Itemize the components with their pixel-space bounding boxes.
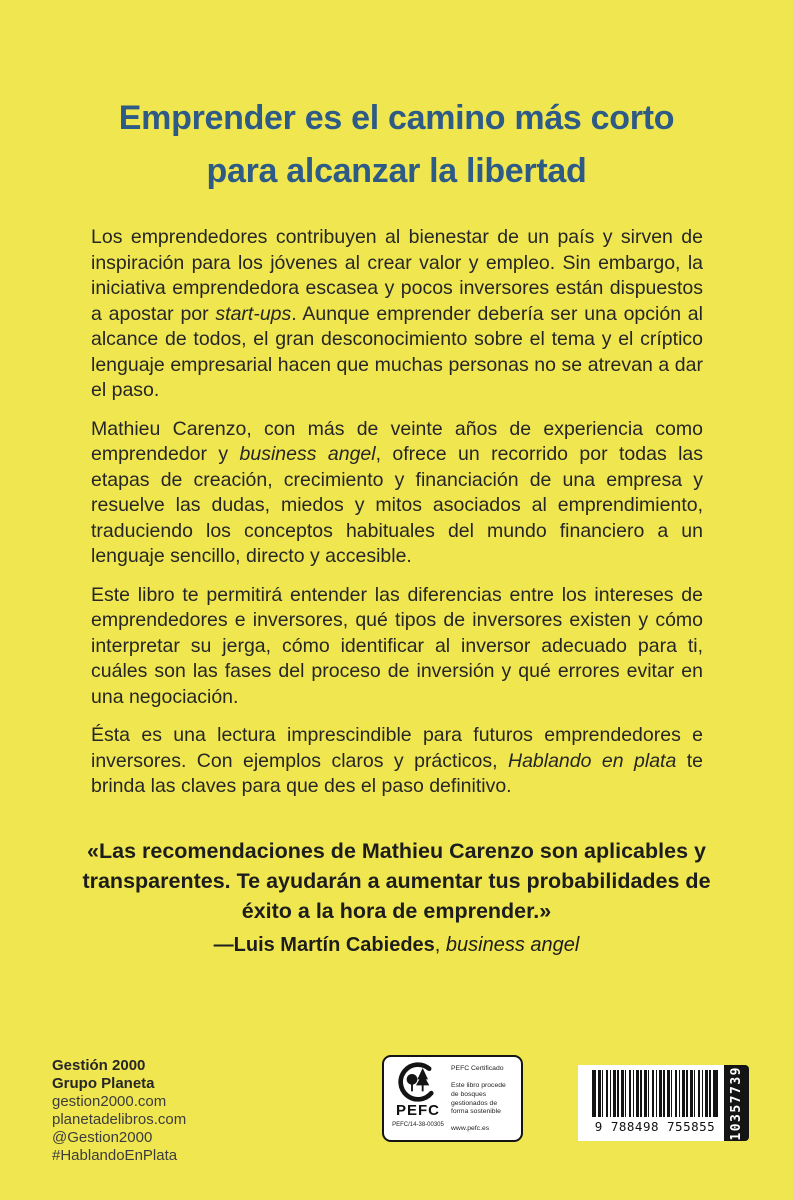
synopsis-paragraph-2: Mathieu Carenzo, con más de veinte años de experiencia como emprendedor y business angel, ofrece un recorrido por todas las etapas de creación, crecimiento y financiación de una empresa y resuelve las dudas, miedos y mitos asociados al emprendimiento, traduciendo los conceptos habituales del mundo financiero a un lenguaje sencillo, directo y accesible. <box>91 417 704 567</box>
publisher-social-handle: @Gestion2000 <box>52 1129 153 1146</box>
publisher-group: Grupo Planeta <box>52 1075 155 1092</box>
barcode-isbn-digits: 9 788498 755855 <box>594 1119 716 1134</box>
barcode <box>578 1065 749 1141</box>
quote-separator: , <box>434 933 446 956</box>
quote-text: «Las recomendaciones de Mathieu Carenzo son aplicables y transparentes. Te ayudarán a aumentar tus probabilidades de éxito a la hora de emprender.» <box>82 838 711 923</box>
publisher-imprint: Gestión 2000 <box>52 1057 146 1074</box>
headline-line1: Emprender es el camino más corto <box>118 99 675 137</box>
barcode-side-strip <box>724 1065 749 1141</box>
synopsis-paragraph-3: Este libro te permitirá entender las diferencias entre los intereses de emprendedores e inversores, qué tipos de inversores existen y cómo interpretar su jerga, cómo identificar al inversor adecuado para ti, cuáles son las fases del proceso de inversión y qué errores evitar en una negociación. <box>91 583 703 708</box>
publisher-website-2: planetadelibros.com <box>52 1111 187 1128</box>
publisher-website-1: gestion2000.com <box>52 1093 167 1110</box>
barcode-panel <box>578 1065 724 1141</box>
barcode-internal-code: 10357739 <box>729 1065 744 1141</box>
synopsis-paragraph-4: Ésta es una lectura imprescindible para futuros emprendedores e inversores. Con ejemplos claros y prácticos, Hablando en plata te brinda las claves para que des el paso definitivo. <box>91 724 704 797</box>
synopsis <box>91 225 703 800</box>
pefc-website: www.pefc.es <box>451 1125 490 1133</box>
pefc-label <box>382 1055 523 1142</box>
quote-attribution <box>72 931 722 959</box>
headline-line2: para alcanzar la libertad <box>206 152 587 190</box>
pefc-brand-text: PEFC <box>395 1102 440 1119</box>
pefc-trees-icon <box>398 1062 438 1102</box>
endorsement-quote <box>72 836 722 959</box>
publisher-hashtag: #HablandoEnPlata <box>52 1147 178 1164</box>
quote-author-role: business angel <box>445 933 580 956</box>
publisher-info <box>52 1057 186 1165</box>
barcode-bars <box>592 1070 718 1117</box>
synopsis-paragraph-1: Los emprendedores contribuyen al bienestar de un país y sirven de inspiración para los jóvenes al crear valor y empleo. Sin embargo, la iniciativa emprendedora escasea y pocos inversores están dispuestos a apostar por start-ups. Aunque emprender debería ser una opción al alcance de todos, el gran desconocimiento sobre el tema y el críptico lenguaje empresarial hacen que muchas personas no se atrevan a dar el paso. <box>91 226 703 401</box>
pefc-certified-label: PEFC Certificado <box>451 1065 504 1072</box>
pefc-text-column <box>446 1062 517 1136</box>
pefc-logo-column <box>390 1062 446 1136</box>
quote-author: —Luis Martín Cabiedes <box>213 933 435 956</box>
pefc-cert-number: PEFC/14-38-00305 <box>392 1122 444 1128</box>
headline <box>0 92 793 198</box>
pefc-description: Este libro procede de bosques gestionados de forma sostenible <box>451 1082 506 1116</box>
